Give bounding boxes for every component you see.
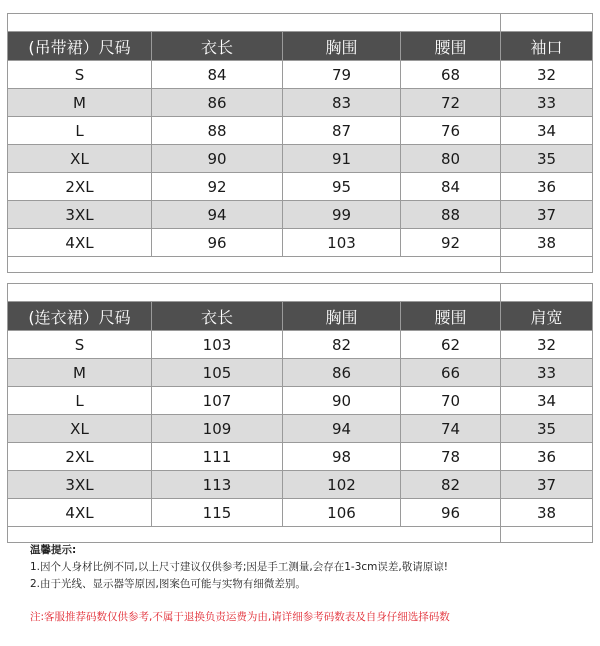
waist-cell: 62: [401, 331, 501, 359]
waist-cell: 80: [401, 145, 501, 173]
size-cell: M: [8, 359, 152, 387]
length-cell: 115: [152, 499, 283, 527]
size-cell: 3XL: [8, 471, 152, 499]
bust-cell: 82: [283, 331, 401, 359]
cuff-cell: 35: [501, 145, 593, 173]
notes-section: [30, 542, 590, 626]
note-line-1: 1.因个人身材比例不同,以上尺寸建议仅供参考;因是手工测量,会存在1-3cm误差,敬请原谅!: [30, 561, 448, 573]
waist-cell: 68: [401, 61, 501, 89]
header-length: 衣长: [152, 302, 283, 331]
waist-cell: 88: [401, 201, 501, 229]
length-cell: 103: [152, 331, 283, 359]
cuff-cell: 33: [501, 89, 593, 117]
bust-cell: 83: [283, 89, 401, 117]
size-cell: 3XL: [8, 201, 152, 229]
notes-title: 温馨提示:: [30, 544, 77, 556]
size-cell: XL: [8, 145, 152, 173]
table-row: [8, 331, 593, 359]
length-cell: 111: [152, 443, 283, 471]
waist-cell: 70: [401, 387, 501, 415]
size-cell: L: [8, 387, 152, 415]
bust-cell: 91: [283, 145, 401, 173]
table-row: [8, 387, 593, 415]
bust-cell: 86: [283, 359, 401, 387]
table-bottom-spacer: [8, 257, 593, 273]
note-warning: 注:客服推荐码数仅供参考,不属于退换负责运费为由,请详细参考码数表及自身仔细选择码数: [30, 611, 450, 623]
bust-cell: 94: [283, 415, 401, 443]
cuff-cell: 36: [501, 173, 593, 201]
bust-cell: 106: [283, 499, 401, 527]
waist-cell: 78: [401, 443, 501, 471]
table-row: [8, 471, 593, 499]
waist-cell: 84: [401, 173, 501, 201]
table-top-spacer: [8, 284, 593, 302]
table-row: [8, 173, 593, 201]
length-cell: 96: [152, 229, 283, 257]
length-cell: 113: [152, 471, 283, 499]
length-cell: 105: [152, 359, 283, 387]
length-cell: 92: [152, 173, 283, 201]
table-row: [8, 117, 593, 145]
table-row: [8, 443, 593, 471]
size-cell: 2XL: [8, 173, 152, 201]
cuff-cell: 38: [501, 229, 593, 257]
header-bust: 胸围: [283, 302, 401, 331]
cuff-cell: 32: [501, 61, 593, 89]
dress-size-table: [7, 283, 593, 543]
header-length: 衣长: [152, 32, 283, 61]
waist-cell: 72: [401, 89, 501, 117]
table-header-row: [8, 32, 593, 61]
length-cell: 84: [152, 61, 283, 89]
table-row: [8, 359, 593, 387]
size-cell: L: [8, 117, 152, 145]
table-row: [8, 499, 593, 527]
note-line-2: 2.由于光线、显示器等原因,图案色可能与实物有细微差别。: [30, 578, 306, 590]
bust-cell: 87: [283, 117, 401, 145]
size-cell: 4XL: [8, 229, 152, 257]
shoulder-cell: 37: [501, 471, 593, 499]
bust-cell: 90: [283, 387, 401, 415]
waist-cell: 76: [401, 117, 501, 145]
cuff-cell: 34: [501, 117, 593, 145]
shoulder-cell: 33: [501, 359, 593, 387]
cuff-cell: 37: [501, 201, 593, 229]
size-cell: S: [8, 331, 152, 359]
length-cell: 90: [152, 145, 283, 173]
shoulder-cell: 34: [501, 387, 593, 415]
table-header-row: [8, 302, 593, 331]
header-size: (吊带裙）尺码: [8, 32, 152, 61]
table-row: [8, 415, 593, 443]
table-top-spacer: [8, 14, 593, 32]
table-row: [8, 145, 593, 173]
table-row: [8, 201, 593, 229]
size-cell: M: [8, 89, 152, 117]
bust-cell: 103: [283, 229, 401, 257]
shoulder-cell: 36: [501, 443, 593, 471]
table-bottom-spacer: [8, 527, 593, 543]
table-row: [8, 61, 593, 89]
shoulder-cell: 38: [501, 499, 593, 527]
length-cell: 107: [152, 387, 283, 415]
bust-cell: 98: [283, 443, 401, 471]
header-shoulder: 肩宽: [501, 302, 593, 331]
size-cell: S: [8, 61, 152, 89]
bust-cell: 79: [283, 61, 401, 89]
size-cell: 4XL: [8, 499, 152, 527]
header-waist: 腰围: [401, 302, 501, 331]
waist-cell: 74: [401, 415, 501, 443]
waist-cell: 96: [401, 499, 501, 527]
size-cell: 2XL: [8, 443, 152, 471]
bust-cell: 102: [283, 471, 401, 499]
header-size: (连衣裙）尺码: [8, 302, 152, 331]
length-cell: 88: [152, 117, 283, 145]
length-cell: 94: [152, 201, 283, 229]
shoulder-cell: 35: [501, 415, 593, 443]
header-cuff: 袖口: [501, 32, 593, 61]
table-row: [8, 229, 593, 257]
size-cell: XL: [8, 415, 152, 443]
header-bust: 胸围: [283, 32, 401, 61]
waist-cell: 66: [401, 359, 501, 387]
bust-cell: 99: [283, 201, 401, 229]
shoulder-cell: 32: [501, 331, 593, 359]
table-row: [8, 89, 593, 117]
suspender-dress-size-table: [7, 13, 593, 273]
waist-cell: 92: [401, 229, 501, 257]
length-cell: 109: [152, 415, 283, 443]
waist-cell: 82: [401, 471, 501, 499]
length-cell: 86: [152, 89, 283, 117]
bust-cell: 95: [283, 173, 401, 201]
header-waist: 腰围: [401, 32, 501, 61]
